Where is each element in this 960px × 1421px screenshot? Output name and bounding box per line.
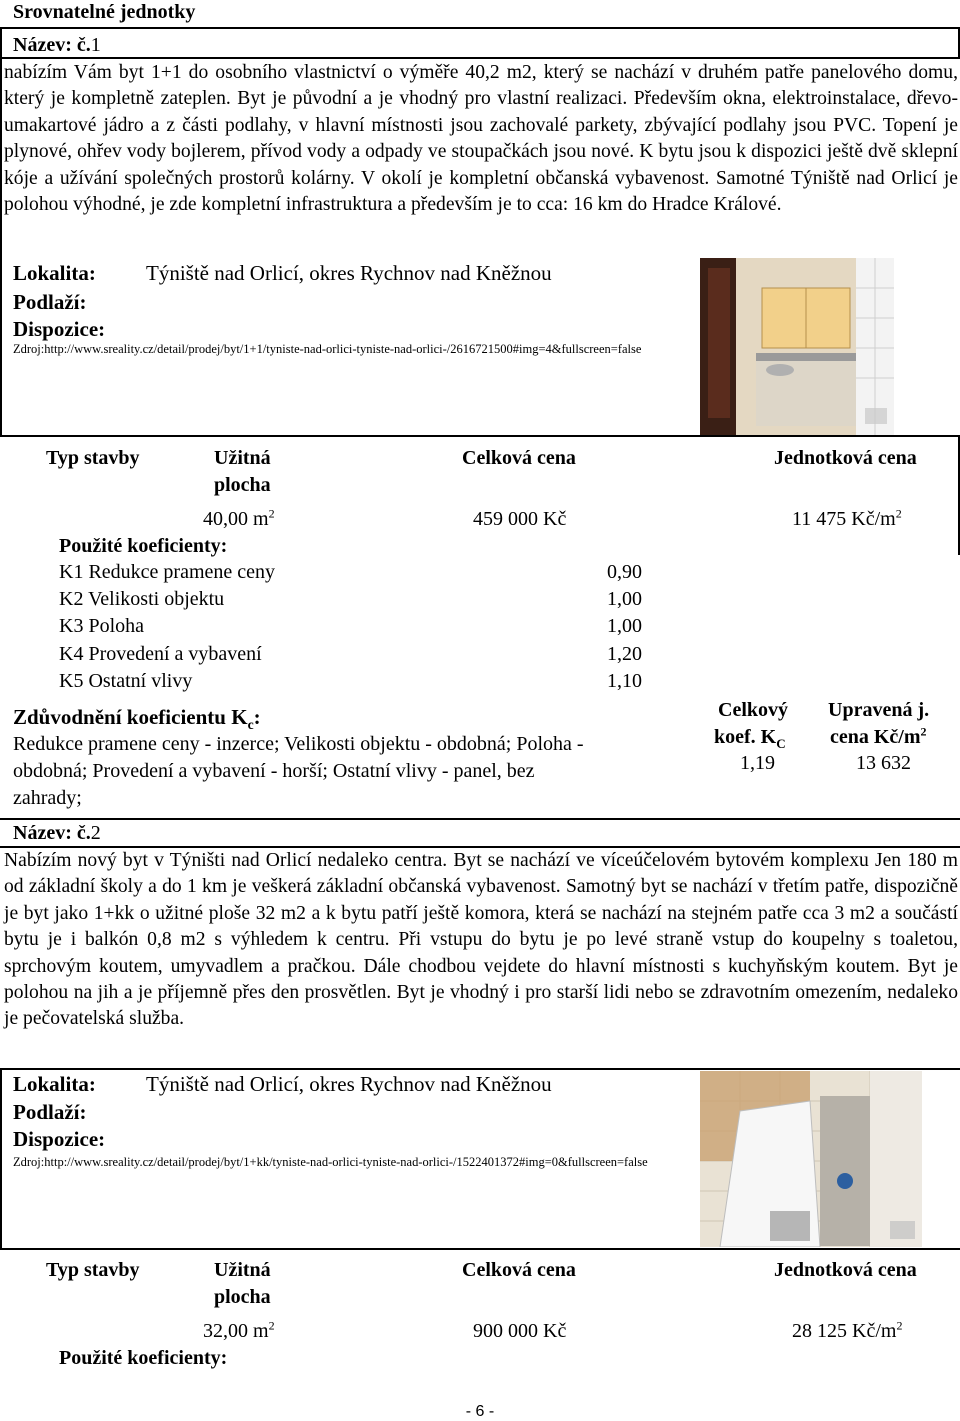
unit-price-2: 28 125 $Kč/m^2$ <box>792 1318 903 1342</box>
lokalita-value-2: Týniště nad Orlicí, okres Rychnov nad Kněžnou <box>146 1072 552 1096</box>
podlazi-label: Podlaží: <box>13 290 87 314</box>
total-price: 459 000 Kč <box>473 508 567 530</box>
area-value-2: 32,00 $m^2$ <box>203 1318 275 1342</box>
table-top-border <box>0 27 960 29</box>
justification-line-2: obdobná; Provedení a vybavení - horší; Ostatní vlivy - panel, bez <box>13 760 535 782</box>
coefficients-title: Použité koeficienty: <box>59 535 228 557</box>
listing-1-name: Název: č.1 <box>13 34 101 56</box>
listing-2-description: Nabízím nový byt v Týništi nad Orlicí nedaleko centra. Byt se nachází ve víceúčelovém bytovém komplexu Jen 180 m od základní školy a do 1 km je veškerá základní občanská vybavenost. Samotný byt se nachází v třetím patře, dispozičně je byt jako 1+kk o užitné ploše 32 m2 a k bytu patří ještě komora, která se nachází na stejném patře cca 3 m2 a součástí bytu je i balkón 0,8 m2 s výhledem k centru. Při vstupu do bytu je po levé straně vstup do koupelny s toaletou, sprchovým koutem, umyvadlem a pračkou. Dále chodbou vejdete do hlavní místnosti s kuchyňským koutem. Byt je polohou na jih a je příjemně přes den prosvětlen. Byt je vhodný i pro starší lidi nebo se zdravotním omezením, nedaleko je pečovatelská služba. <box>4 850 958 1030</box>
coef-k2-value: 1,00 <box>607 588 642 610</box>
upravena-cena-label: cena $Kč/m^2$ <box>830 724 927 748</box>
lokalita-label: Lokalita: <box>13 261 96 285</box>
coefficients-title-2: Použité koeficienty: <box>59 1347 228 1369</box>
typ-stavby-header-2: Typ stavby <box>46 1259 140 1281</box>
table-2-rule <box>0 1248 960 1250</box>
table-1-rule <box>0 435 960 437</box>
page-number: - 6 - <box>465 1403 495 1420</box>
jednotkova-cena-header: Jednotková cena <box>774 447 917 469</box>
justification-title: Zdůvodnění koeficientu $K_c$: <box>13 705 261 733</box>
coef-k2-label: K2 Velikosti objektu <box>59 588 225 610</box>
coef-k1-value: 0,90 <box>607 561 642 583</box>
section-title: Srovnatelné jednotky <box>13 1 196 23</box>
celkova-cena-header: Celková cena <box>462 447 576 469</box>
coef-k5-label: K5 Ostatní vlivy <box>59 670 193 692</box>
listing-1-description: nabízím Vám byt 1+1 do osobního vlastnictví o výměře 40,2 m2, který se nachází v druhém patře panelového domu, který je kompletně zateplen. Byt je původní a je vhodný pro vlastní realizaci. Především okna, elektroinstalace, dřevo-umakartové jádro a z části podlahy, v hlavní místnosti jsou zachovalé parkety, zbývající podlahy jsou PVC. Topení je plynové, ohřev vody bojlerem, přívod vody a odpady ve stoupačkách jsou nové. K bytu jsou k dispozici ještě dvě sklepní kóje a užívání společných prostorů kolárny. V okolí je kompletní občanská vybavenost. Samotné Týniště nad Orlicí je polohou výhodné, je zde kompletní infrastruktura a především je to cca: 16 km do Hradce Králové. <box>4 62 958 216</box>
celkova-cena-header-2: Celková cena <box>462 1259 576 1281</box>
justification-line-3: zahrady; <box>13 787 82 809</box>
area-value: 40,00 $m^2$ <box>203 506 275 530</box>
left-border <box>0 27 2 435</box>
coef-k5-value: 1,10 <box>607 670 642 692</box>
bathroom-photo <box>700 1071 922 1247</box>
upravena-label: Upravená j. <box>828 699 930 721</box>
coef-k1-label: K1 Redukce pramene ceny <box>59 561 276 583</box>
celkovy-label: Celkový <box>718 699 788 721</box>
coef-k4-label: K4 Provedení a vybavení <box>59 643 262 665</box>
dispozice-label: Dispozice: <box>13 317 106 341</box>
jednotkova-cena-header-2: Jednotková cena <box>774 1259 917 1281</box>
justification-line-1: Redukce pramene ceny - inzerce; Velikosti objektu - obdobná; Poloha - <box>13 733 584 755</box>
listing-2-name: Název: č.2 <box>13 822 101 844</box>
listing-2-left-border <box>0 1068 2 1248</box>
coef-k3-label: K3 Poloha <box>59 615 144 637</box>
coef-k3-value: 1,00 <box>607 615 642 637</box>
lokalita-value: Týniště nad Orlicí, okres Rychnov nad Kněžnou <box>146 261 552 285</box>
total-price-2: 900 000 Kč <box>473 1320 567 1342</box>
source-link-2[interactable]: Zdroj:http://www.sreality.cz/detail/prodej/byt/1+kk/tyniste-nad-orlici-tyniste-nad-orlici-/1522401372#img=0&fullscreen=false <box>13 1155 648 1169</box>
uzitna-header-2: Užitná <box>214 1259 271 1281</box>
unit-price: 11 475 $Kč/m^2$ <box>792 506 902 530</box>
coef-k4-value: 1,20 <box>607 643 642 665</box>
plocha-header-2: plocha <box>214 1286 271 1308</box>
source-link[interactable]: Zdroj:http://www.sreality.cz/detail/prodej/byt/1+1/tyniste-nad-orlici-tyniste-nad-orlici-/2616721500#img=4&fullscreen=false <box>13 342 642 356</box>
koef-kc-label: koef. $K_C$ <box>714 726 786 751</box>
upravena-value: 13 632 <box>856 752 911 774</box>
listing-2-info-border <box>0 1068 960 1070</box>
lokalita-label-2: Lokalita: <box>13 1072 96 1096</box>
dispozice-label-2: Dispozice: <box>13 1127 106 1151</box>
podlazi-label-2: Podlaží: <box>13 1100 87 1124</box>
uzitna-header: Užitná <box>214 447 271 469</box>
name-row-border <box>0 57 960 59</box>
typ-stavby-header: Typ stavby <box>46 447 140 469</box>
plocha-header: plocha <box>214 474 271 496</box>
kitchen-photo <box>700 258 894 436</box>
koef-kc-value: 1,19 <box>740 752 775 774</box>
listing-2-top-border <box>0 818 960 820</box>
